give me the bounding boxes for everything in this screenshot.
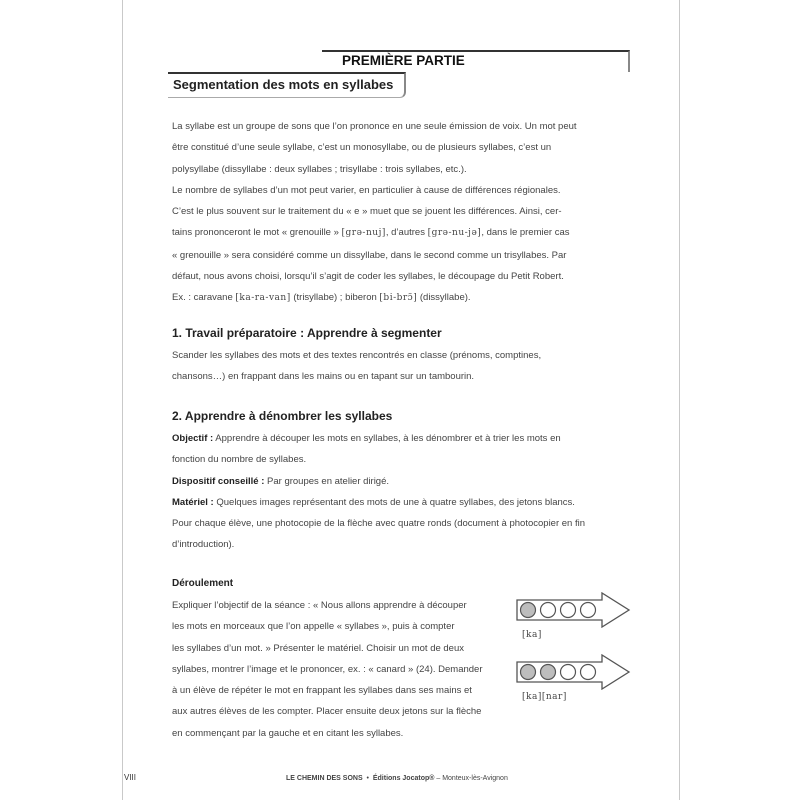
deroulement-line: les syllabes d’un mot. » Présenter le matériel. Choisir un mot de deux xyxy=(172,642,464,654)
intro-line: être constitué d’une seule syllabe, c’est un monosyllabe, ou de plusieurs syllabes, c’est un xyxy=(172,142,552,154)
footer xyxy=(286,775,508,782)
footer-bullet: • xyxy=(366,775,369,782)
token-filled xyxy=(521,603,536,618)
arrow-shape xyxy=(516,654,632,690)
intro-line: C’est le plus souvent sur le traitement du « e » muet que se jouent les différences. Ainsi, cer- xyxy=(172,206,562,218)
phonetic: [grə-nu-jə] xyxy=(427,228,482,239)
dispositif-line: Dispositif conseillé : Par groupes en atelier dirigé. xyxy=(172,475,390,487)
token-empty xyxy=(541,603,556,618)
intro-line: polysyllabe (dissyllabe : deux syllabes ; trisyllabe : trois syllabes, etc.). xyxy=(172,163,467,175)
materiel-line: Matériel : Quelques images représentant des mots de une à quatre syllabes, des jetons blancs. xyxy=(172,496,575,508)
place: – Monteux-lès-Avignon xyxy=(436,775,508,782)
section-title: Segmentation des mots en syllabes xyxy=(168,72,406,98)
page-number: VIII xyxy=(124,773,137,782)
intro-line: La syllabe est un groupe de sons que l’on prononce en une seule émission de voix. Un mot peut xyxy=(172,121,577,132)
token-filled xyxy=(541,665,556,680)
arrow-2-label: [ka][nar] xyxy=(522,692,567,702)
section1-heading: 1. Travail préparatoire : Apprendre à segmenter xyxy=(172,326,442,340)
objectif-line: Objectif : Apprendre à découper les mots en syllabes, à les dénombrer et à trier les mots en xyxy=(172,433,561,444)
section2-paragraph xyxy=(172,428,630,556)
materiel-line: d’introduction). xyxy=(172,539,235,551)
token-empty xyxy=(561,603,576,618)
intro-line: Ex. : caravane [ka-ra-van] (trisyllabe) ; biberon [bi-brɔ̃] (dissyllabe). xyxy=(172,292,471,304)
section1-line: chansons…) en frappant dans les mains ou en tapant sur un tambourin. xyxy=(172,371,475,383)
objectif-label: Objectif : xyxy=(172,433,214,444)
intro-line: tains prononceront le mot « grenouille » [grə-nuj], d’autres [grə-nu-jə], dans le premier cas xyxy=(172,227,570,239)
section2-heading: 2. Apprendre à dénombrer les syllabes xyxy=(172,409,393,423)
token-empty xyxy=(581,603,596,618)
part-title: PREMIÈRE PARTIE xyxy=(322,50,630,72)
deroulement-line: Expliquer l’objectif de la séance : « Nous allons apprendre à découper xyxy=(172,600,467,611)
syllable-arrow-1 xyxy=(516,592,632,640)
deroulement-line: à un élève de répéter le mot en frappant les syllabes dans ses mains et xyxy=(172,685,472,697)
deroulement-line: syllabes, montrer l’image et le prononcer, ex. : « canard » (24). Demander xyxy=(172,663,483,675)
arrow-1-label: [ka] xyxy=(522,630,542,640)
objectif-line: fonction du nombre de syllabes. xyxy=(172,454,307,466)
token-filled xyxy=(521,665,536,680)
intro-line: « grenouille » sera considéré comme un dissyllabe, dans le second comme un trisyllabes. Par xyxy=(172,249,567,261)
deroulement-line: les mots en morceaux que l’on appelle « syllabes », puis à compter xyxy=(172,621,455,633)
materiel-line: Pour chaque élève, une photocopie de la flèche avec quatre ronds (document à photocopier en fin xyxy=(172,518,586,530)
deroulement-line: en commençant par la gauche et en citant les syllabes. xyxy=(172,727,404,739)
token-empty xyxy=(561,665,576,680)
materiel-label: Matériel : xyxy=(172,496,214,508)
deroulement-line: aux autres élèves de les compter. Placer ensuite deux jetons sur la flèche xyxy=(172,706,482,718)
dispositif-label: Dispositif conseillé : xyxy=(172,475,265,487)
intro-line: Le nombre de syllabes d’un mot peut varier, en particulier à cause de différences régionales. xyxy=(172,184,561,196)
arrow-shape xyxy=(516,592,632,628)
token-empty xyxy=(581,665,596,680)
intro-paragraph xyxy=(172,116,630,310)
intro-line: défaut, nous avons choisi, lorsqu’il s’agit de coder les syllabes, le découpage du Petit Robert. xyxy=(172,271,564,283)
phonetic: [grə-nuj] xyxy=(341,228,386,239)
phonetic: [ka-ra-van] xyxy=(235,293,291,304)
section1-paragraph xyxy=(172,345,630,388)
section1-line: Scander les syllabes des mots et des textes rencontrés en classe (prénoms, comptines, xyxy=(172,350,542,361)
book-title: LE CHEMIN DES SONS xyxy=(286,775,363,782)
deroulement-heading: Déroulement xyxy=(172,578,234,589)
deroulement-paragraph xyxy=(172,595,512,744)
publisher: Éditions Jocatop® xyxy=(372,775,435,782)
syllable-arrow-2 xyxy=(516,654,632,702)
phonetic: [bi-brɔ̃] xyxy=(379,293,418,304)
